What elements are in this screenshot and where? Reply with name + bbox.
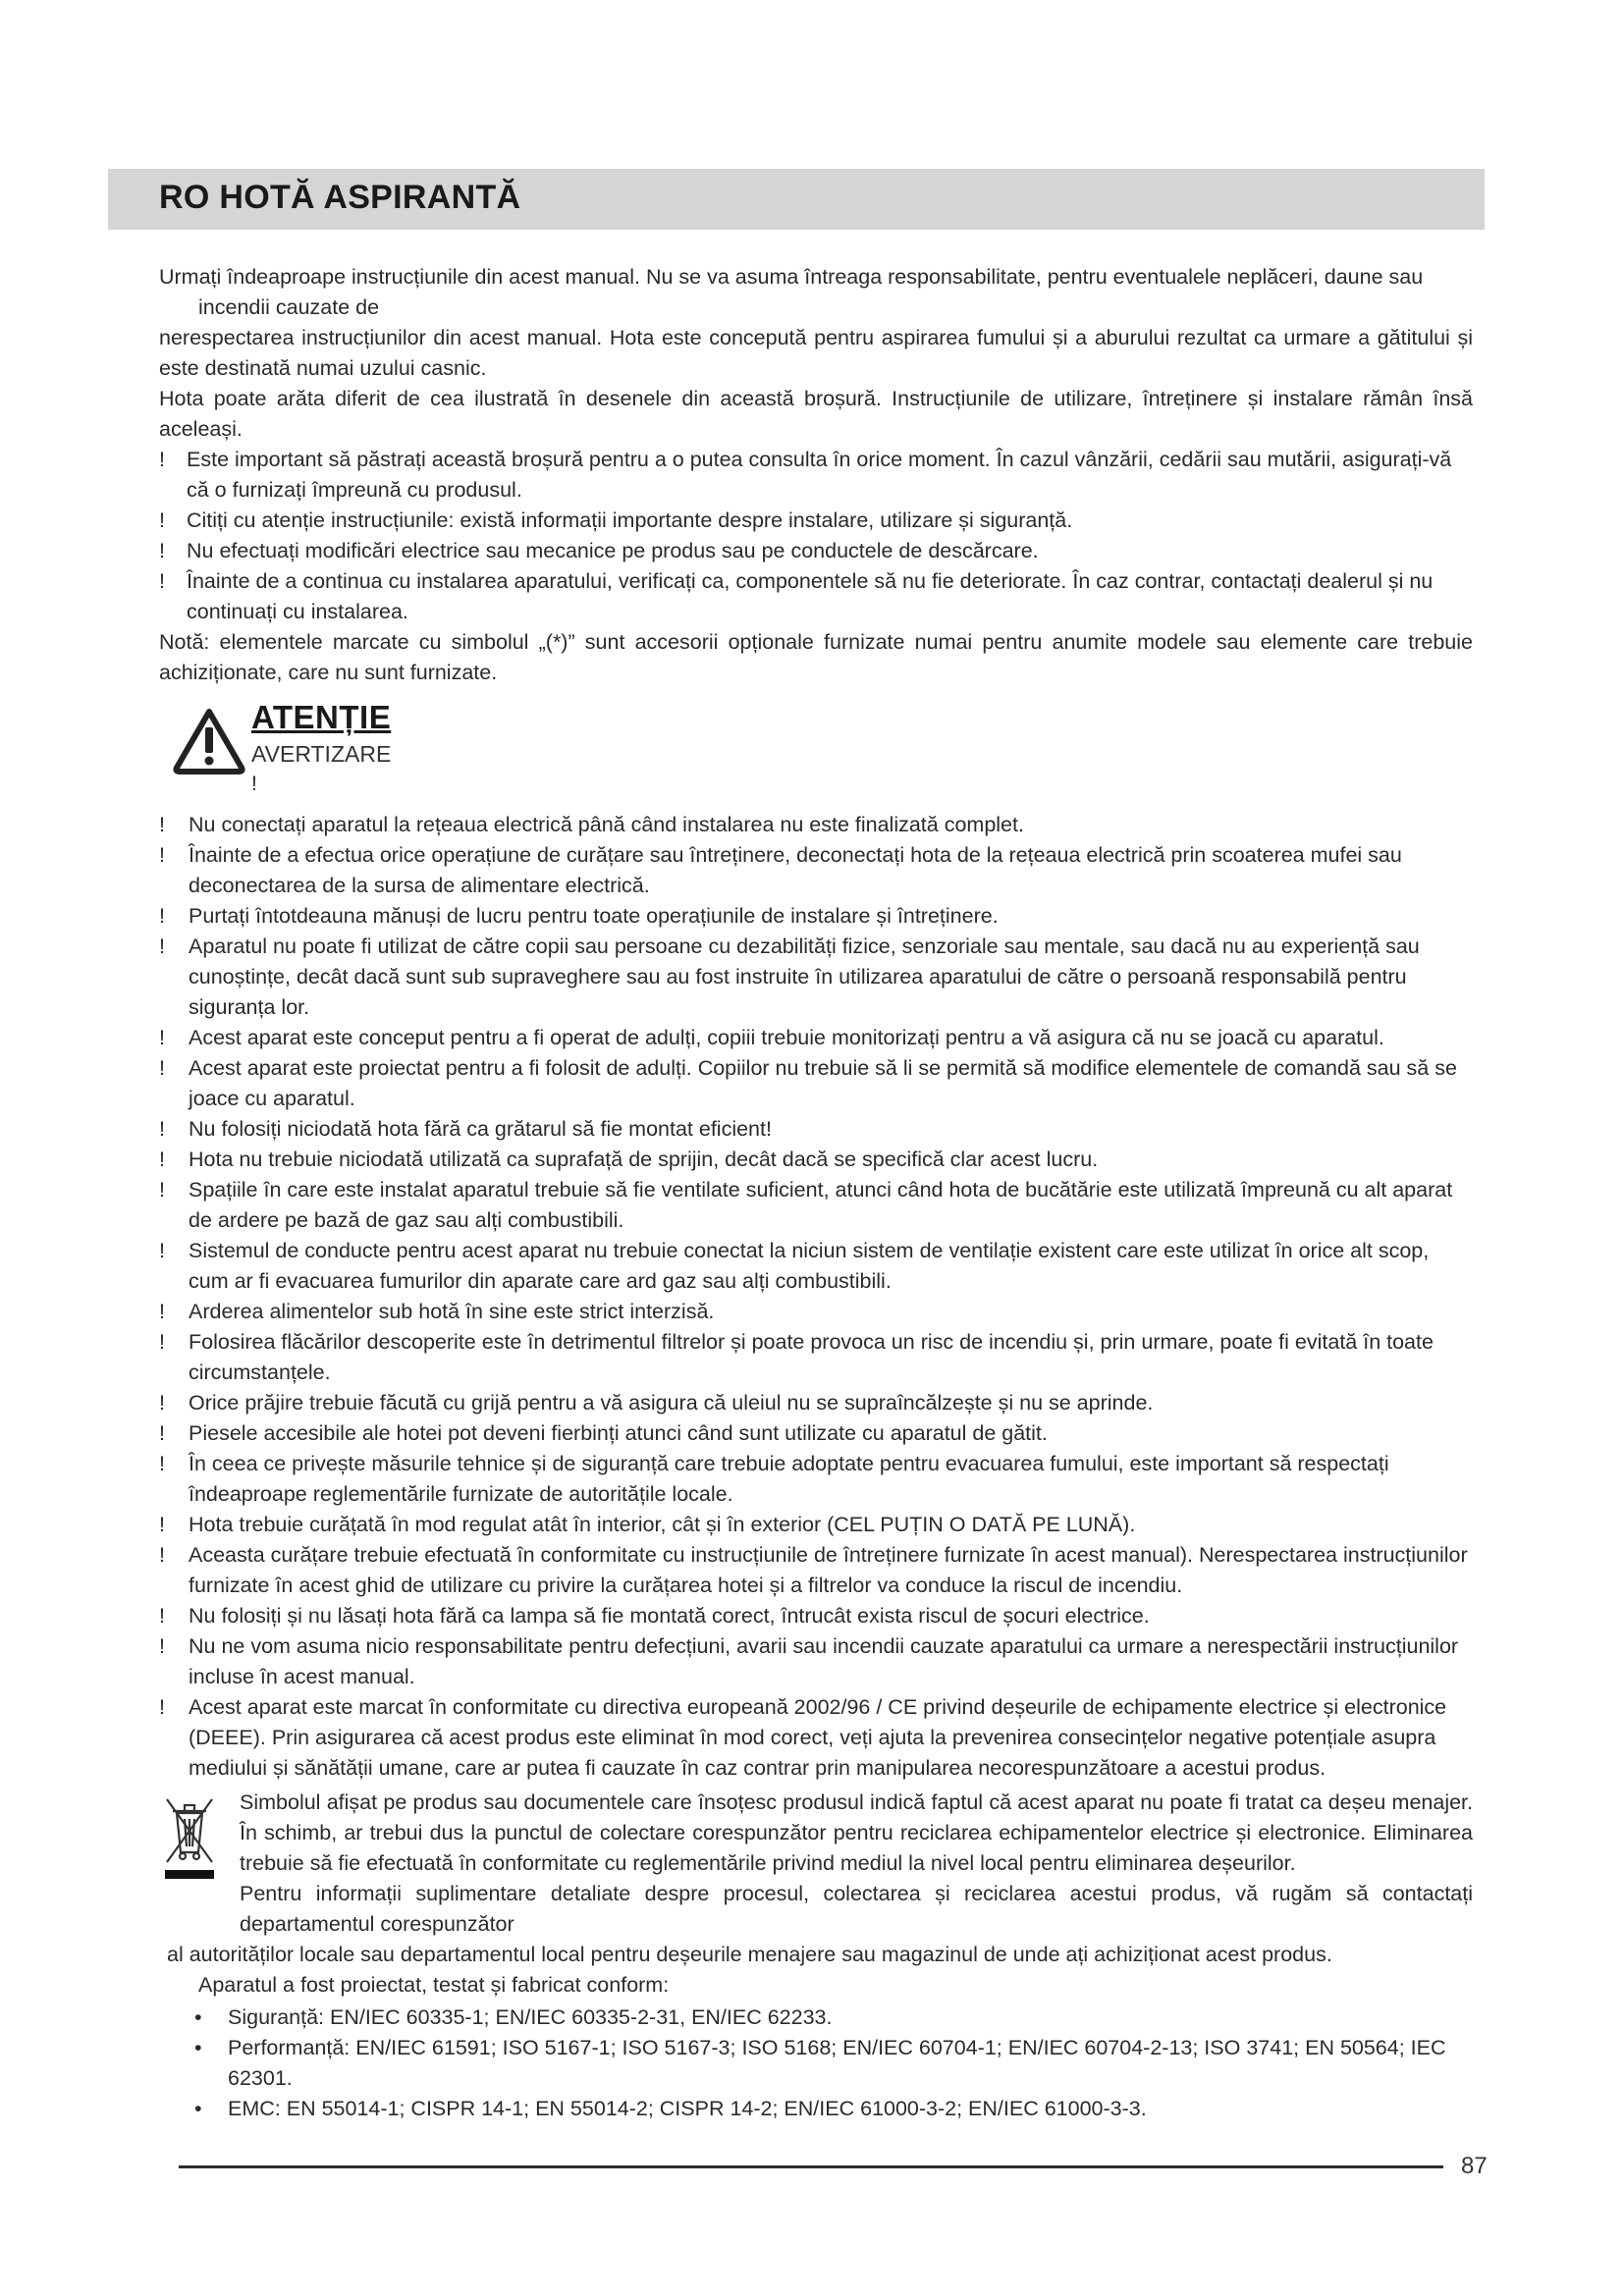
document-body [159,262,1473,2124]
warning-item: ! Sistemul de conducte pentru acest aparat nu trebuie conectat la niciun sistem de ventilație existent care este utilizat în orice alt scop, cum ar fi evacuarea fumurilor din aparate care ard gaz sau alți combustibili. [159,1239,1430,1293]
warning-item: ! Acest aparat este marcat în conformitate cu directiva europeană 2002/96 / CE privind deșeurile de echipamente electrice și electronice (DEEE). Prin asigurarea că acest produs este eliminat în mod corect, veți ajuta la prevenirea consecințelor negative potențiale asupra mediului și sănătății umane, care ar putea fi cauzate în caz contrar prin manipularea necorespunzătoare a acestui produs. [159,1695,1447,1780]
standards-item: • Siguranță: EN/IEC 60335-1; EN/IEC 60335-2-31, EN/IEC 62233. [194,2005,833,2029]
warning-item: ! Hota trebuie curățată în mod regulat atât în interior, cât și în exterior (CEL PUȚIN O DATĂ PE LUNĂ). [159,1513,1136,1536]
warning-mark: ! [251,773,257,795]
intro-text-1: Urmați îndeaproape instrucțiunile din acest manual. Nu se va asuma întreaga responsabilitate, pentru eventualele neplăceri, daune sau [159,265,1424,289]
warning-triangle-icon [171,706,247,774]
intro-list-item: ! Înainte de a continua cu instalarea aparatului, verificați ca, componentele să nu fie deteriorate. În caz contrar, contactați dealerul și nu continuați cu instalarea. [159,569,1434,623]
warning-item: ! Nu conectați aparatul la rețeaua electrică până când instalarea nu este finalizată complet. [159,813,1024,836]
warning-item: ! Nu folosiți și nu lăsați hota fără ca lampa să fie montată corect, întrucât exista riscul de șocuri electrice. [159,1604,1150,1628]
warning-item: ! Arderea alimentelor sub hotă în sine este strict interzisă. [159,1300,715,1323]
warning-item: ! Aparatul nu poate fi utilizat de către copii sau persoane cu dezabilități fizice, senzoriale sau mentale, sau dacă nu au experiență sau cunoștințe, decât dacă sunt sub supraveghere sau au fost instruite în utilizarea aparatului de către o persoană responsabilă pentru siguranța lor. [159,934,1420,1019]
warning-list [159,810,1473,1784]
page-number: 87 [1461,2153,1488,2179]
warning-heading [159,699,1473,808]
intro-list-item: ! Este important să păstrați această broșură pentru a o putea consulta în orice moment. În cazul vânzării, cedării sau mutării, asigurați-vă că o furnizați împreună cu produsul. [159,448,1452,502]
warning-item: ! În ceea ce privește măsurile tehnice și de siguranță care trebuie adoptate pentru evacuarea fumului, este important să respectați îndeaproape reglementările furnizate de autoritățile locale. [159,1452,1389,1506]
warning-item: ! Înainte de a efectua orice operațiune de curățare sau întreținere, deconectați hota de la rețeaua electrică prin scoaterea mufei sau deconectarea de la sursa de alimentare electrică. [159,843,1402,897]
warning-item: ! Orice prăjire trebuie făcută cu grijă pentru a vă asigura că uleiul nu se supraîncălzește și nu se aprinde. [159,1391,1154,1415]
footer-rule [179,2165,1443,2168]
standards-list [187,2002,1473,2124]
warning-item: ! Nu folosiți niciodată hota fără ca grătarul să fie montat eficient! [159,1117,772,1141]
note-paragraph: Notă: elementele marcate cu simbolul „(*)” sunt accesorii opționale furnizate numai pentru anumite modele sau elemente care trebuie achiziționate, care nu sunt furnizate. [159,630,1473,684]
intro-paragraph-2: nerespectarea instrucțiunilor din acest manual. Hota este concepută pentru aspirarea fumului și a aburului rezultat ca urmare a gătitului și este destinată numai uzului casnic. [159,326,1473,380]
weee-paragraph: Simbolul afișat pe produs sau documentele care însoțesc produsul indică faptul că acest aparat nu poate fi tratat ca deșeu menajer. În schimb, ar trebui dus la punctul de colectare corespunzător pentru reciclarea echipamentelor electrice și electronice. Eliminarea trebuie să fie efectuată în conformitate cu reglementările privind mediul la nivel local pentru eliminarea deșeurilor. [240,1790,1473,1875]
intro-paragraph-3: Hota poate arăta diferit de cea ilustrată în desenele din această broșură. Instrucțiunile de utilizare, întreținere și instalare rămân însă aceleași. [159,387,1473,441]
standards-lead: Aparatul a fost proiectat, testat și fabricat conform: [198,1973,670,1997]
weee-section [159,1788,1473,1940]
intro-paragraph [159,262,1473,293]
intro-list-item: ! Nu efectuați modificări electrice sau mecanice pe produs sau pe conductele de descărcare. [159,539,1039,562]
weee-paragraph-2: Pentru informații suplimentare detaliate despre procesul, colectarea și reciclarea acestui produs, vă rugăm să contactați departamentul corespunzător [240,1882,1473,1936]
crossed-out-bin-icon [161,1791,218,1880]
warning-item: ! Aceasta curățare trebuie efectuată în conformitate cu instrucțiunile de întreținere furnizate în acest manual). Nerespectarea instrucțiunilor furnizate în acest ghid de utilizare cu privire la curățarea hotei și a filtrelor va conduce la riscul de incendiu. [159,1543,1468,1597]
warning-item: ! Piesele accesibile ale hotei pot deveni fierbinți atunci când sunt utilizate cu aparatul de gătit. [159,1421,1048,1445]
section-header [108,169,1485,230]
warning-item: ! Spațiile în care este instalat aparatul trebuie să fie ventilate suficient, atunci când hota de bucătărie este utilizată împreună cu alt aparat de ardere pe bază de gaz sau alți combustibili. [159,1178,1453,1232]
warning-item: ! Nu ne vom asuma nicio responsabilitate pentru defecțiuni, avarii sau incendii cauzate aparatului ca urmare a nerespectării instrucțiunilor incluse în acest manual. [159,1634,1459,1688]
warning-title: ATENȚIE [251,699,392,735]
page-title: RO HOTĂ ASPIRANTĂ [159,179,521,216]
intro-list-item: ! Citiți cu atenție instrucțiunile: există informații importante despre instalare, utilizare și siguranță. [159,508,1073,532]
warning-item: ! Folosirea flăcărilor descoperite este în detrimentul filtrelor și poate provoca un risc de incendiu și, prin urmare, poate fi evitată în toate circumstanțele. [159,1330,1434,1384]
standards-item: • Performanță: EN/IEC 61591; ISO 5167-1; ISO 5167-3; ISO 5168; EN/IEC 60704-1; EN/IEC 60704-2-13; ISO 3741; EN 50564; IEC 62301. [194,2036,1446,2090]
warning-subtitle: AVERTIZARE [251,741,392,767]
intro-paragraph-cont: incendii cauzate de [198,295,380,319]
warning-item: ! Purtați întotdeauna mănuși de lucru pentru toate operațiunile de instalare și întreținere. [159,904,999,928]
warning-item: ! Acest aparat este conceput pentru a fi operat de adulți, copiii trebuie monitorizați pentru a vă asigura că nu se joacă cu aparatul. [159,1026,1384,1049]
warning-item: ! Acest aparat este proiectat pentru a fi folosit de adulți. Copiilor nu trebuie să li se permită să modifice elementele de comandă sau să se joace cu aparatul. [159,1056,1457,1110]
closing-line: al autorităților locale sau departamentul local pentru deșeurile menajere sau magazinul de unde ați achiziționat acest produs. [167,1943,1332,1966]
standards-item: • EMC: EN 55014-1; CISPR 14-1; EN 55014-2; CISPR 14-2; EN/IEC 61000-3-2; EN/IEC 61000-3-3. [194,2097,1147,2120]
warning-item: ! Hota nu trebuie niciodată utilizată ca suprafață de sprijin, decât dacă se specifică clar acest lucru. [159,1148,1099,1171]
